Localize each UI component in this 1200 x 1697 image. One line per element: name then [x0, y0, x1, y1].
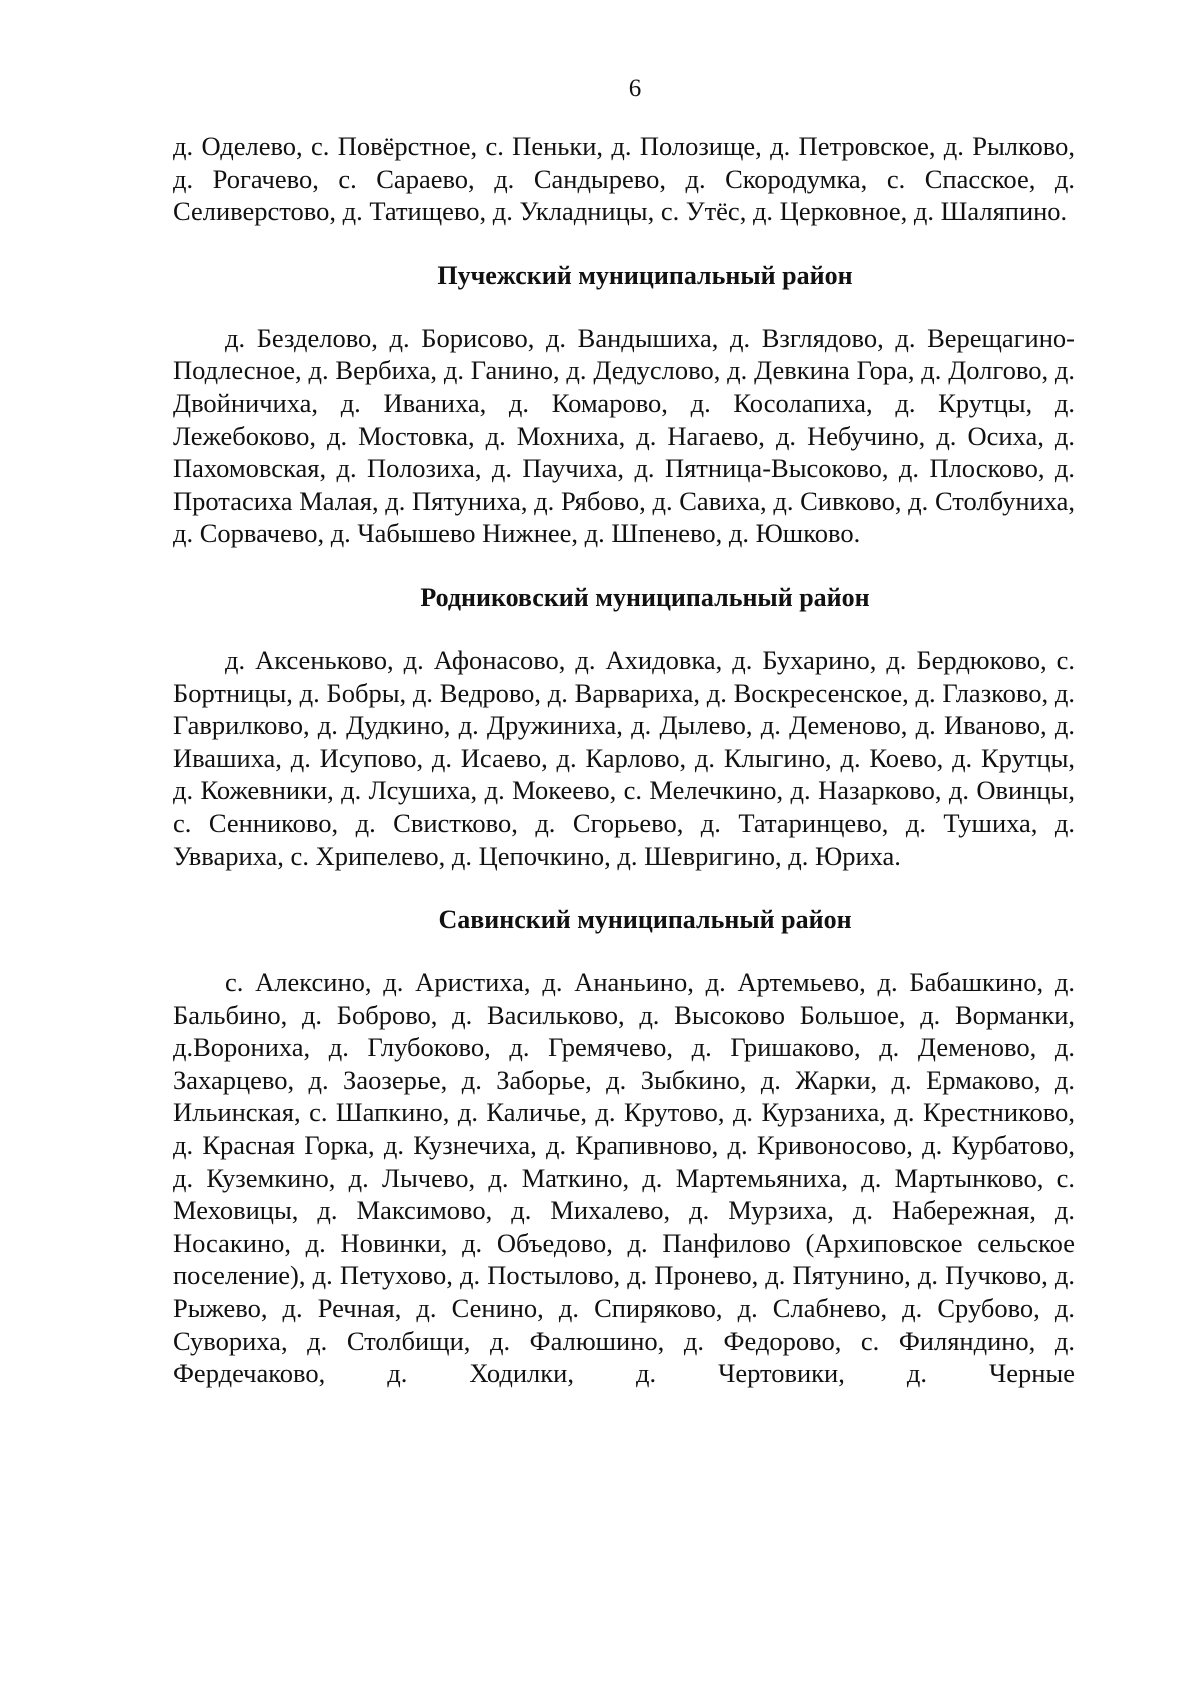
section-text-rodniki: д. Аксеньково, д. Афонасово, д. Ахидовка, д. Бухарино, д. Бердюково, с. Бортницы, д. Бобры, д. Ведрово, д. Варвариха, д. Воскресенское, д. Глазково, д. Гаврилково, д. Дудкино, д. Дружиниха, д. Дылево, д. Деменово, д. Иваново, д. Ивашиха, д. Исупово, д. Исаево, д. Карлово, д. Клыгино, д. Коево, д. Крутцы, д. Кожевники, д. Лсушиха, д. Мокеево, с. Мелечкино, д. Назарково, д. Овинцы, с. Сенниково, д. Свистково, д. Сгорьево, д. Татаринцево, д. Тушиха, д. Уввариха, с. Хрипелево, д. Цепочкино, д. Шевригино, д. Юриха.: [173, 644, 1075, 871]
section-heading-puchezh: Пучежский муниципальный район: [437, 260, 853, 290]
document-page: [173, 72, 1075, 1390]
section-heading-rodniki: Родниковский муниципальный район: [420, 582, 870, 612]
section-heading-savino: Савинский муниципальный район: [438, 905, 852, 935]
page-number: 6: [628, 75, 642, 102]
intro-paragraph: д. Оделево, с. Повёрстное, с. Пеньки, д. Полозище, д. Петровское, д. Рылково, д. Рогачево, с. Сараево, д. Сандырево, д. Скородумка, с. Спасское, д. Селиверстово, д. Татищево, д. Укладницы, с. Утёс, д. Церковное, д. Шаляпино.: [173, 131, 1075, 227]
section-text-savino: с. Алексино, д. Аристиха, д. Ананьино, д. Артемьево, д. Бабашкино, д. Бальбино, д. Боброво, д. Васильково, д. Высоково Большое, д. Ворманки, д.Ворониха, д. Глубоково, д. Гремячево, д. Гришаково, д. Деменово, д. Захарцево, д. Заозерье, д. Заборье, д. Зыбкино, д. Жарки, д. Ермаково, д. Ильинская, с. Шапкино, д. Каличье, д. Крутово, д. Курзаниха, д. Крестниково, д. Красная Горка, д. Кузнечиха, д. Крапивново, д. Кривоносово, д. Курбатово, д. Куземкино, д. Лычево, д. Маткино, д. Мартемьяниха, д. Мартынково, с. Меховицы, д. Максимово, д. Михалево, д. Мурзиха, д. Набережная, д. Носакино, д. Новинки, д. Объедово, д. Панфилово (Архиповское сельское поселение), д. Петухово, д. Постылово, д. Пронево, д. Пятунино, д. Пучково, д. Рыжево, д. Речная, д. Сенино, д. Спиряково, д. Слабнево, д. Срубово, д. Сувориха, д. Столбищи, д. Фалюшино, д. Федорово, с. Филяндино, д. Фердечаково, д. Ходилки, д. Чертовики, д. Черные: [173, 967, 1075, 1389]
section-text-puchezh: д. Безделово, д. Борисово, д. Вандышиха, д. Взглядово, д. Верещагино-Подлесное, д. Вербиха, д. Ганино, д. Дедуслово, д. Девкина Гора, д. Долгово, д. Двойничиха, д. Иваниха, д. Комарово, д. Косолапиха, д. Крутцы, д. Лежебоково, д. Мостовка, д. Мохниха, д. Нагаево, д. Небучино, д. Осиха, д. Пахомовская, д. Полозиха, д. Паучиха, д. Пятница-Высоково, д. Плосково, д. Протасиха Малая, д. Пятуниха, д. Рябово, д. Савиха, д. Сивково, д. Столбуниха, д. Сорвачево, д. Чабышево Нижнее, д. Шпенево, д. Юшково.: [173, 322, 1075, 549]
